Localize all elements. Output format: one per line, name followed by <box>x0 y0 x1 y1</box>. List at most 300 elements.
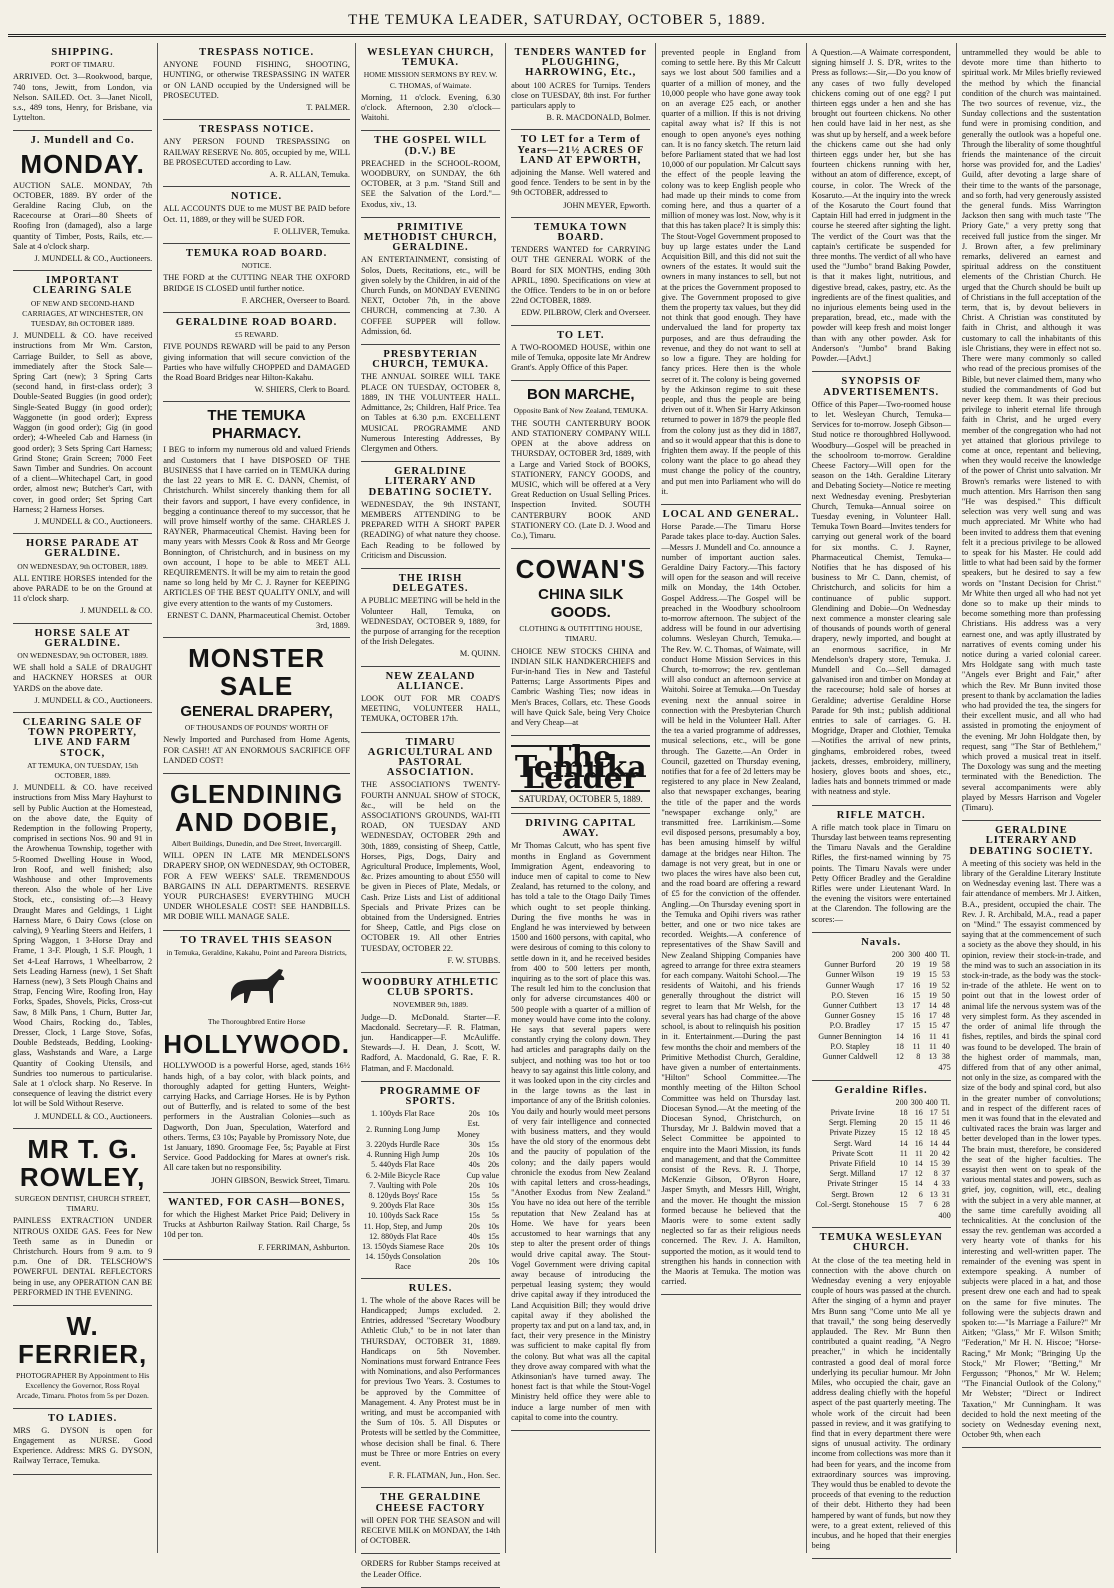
programme-cell: 20s <box>468 1150 480 1160</box>
programme-table <box>361 1109 500 1272</box>
article-block <box>361 569 500 667</box>
issue-dateline: SATURDAY, OCTOBER 5, 1889. <box>511 794 650 808</box>
score-cell: 17 <box>912 1001 921 1011</box>
score-cell: P.O. Bradley <box>829 1021 871 1031</box>
score-row <box>812 1149 951 1159</box>
columns <box>8 43 1106 1579</box>
article-body: ANY PERSON FOUND TRESPASSING on RAILWAY RESERVE No. 805, occupied by me, WILL BE PROSECUTED according to Law. <box>163 137 350 167</box>
score-cell: 6 <box>933 1199 938 1209</box>
article-heading: TENDERS WANTED for PLOUGHING, HARROWING, Etc., <box>514 47 647 79</box>
score-cell: 18 <box>895 1041 904 1051</box>
programme-cell: 10. 100yds Sack Race <box>367 1211 439 1221</box>
score-cell: 11 <box>929 1041 937 1051</box>
score-row <box>812 1128 951 1138</box>
programme-cell: 10s <box>488 1109 500 1119</box>
score-cell: Gunner Wilson <box>825 970 875 980</box>
score-cell: 19 <box>912 960 921 970</box>
illustration-caption: The Thoroughbred Entire Horse <box>207 1017 306 1027</box>
column-7 <box>957 43 1106 1553</box>
score-row <box>812 1169 951 1179</box>
article-subheading: ON WEDNESDAY, 9th OCTOBER, 1889. <box>17 561 148 571</box>
article-heading: Navals. <box>861 936 902 948</box>
newspaper-page <box>8 8 1106 1579</box>
article-subheading: CLOTHING & OUTFITTING HOUSE, TIMARU. <box>519 624 643 644</box>
article-block <box>812 806 951 933</box>
article-heading: WANTED, FOR CASH—BONES, <box>168 1196 346 1208</box>
article-body: THE SOUTH CANTERBURY BOOK AND STATIONERY COMPANY WILL OPEN at the above address on THURSDAY, OCTOBER 3rd, 1889, with a Large and Varied Stock of BOOKS, STATIONERY, FANCY GOODS, and MUSIC, which will be offered at a Very Great Reduction on Usual Selling Prices. Inspection Invited. SOUTH CANTERBURY BOOK AND STATIONERY CO. (Late D. J. Wood and Co.), Timaru. <box>511 418 651 540</box>
score-cell: 15 <box>899 1199 908 1209</box>
article-signature: A. R. ALLAN, Temuka. <box>269 170 350 180</box>
score-cell: 41 <box>941 1031 950 1041</box>
programme-row <box>361 1252 500 1272</box>
score-cell: 17 <box>899 1169 908 1179</box>
score-cell: 17 <box>928 1011 937 1021</box>
sub-display-heading: GENERAL DRAPERY, <box>180 703 333 721</box>
programme-cell: 20s <box>468 1109 480 1119</box>
score-cell: 16 <box>895 990 904 1000</box>
score-cell: 12 <box>914 1169 923 1179</box>
article-body: Judge—D. McDonald. Starter—F. Macdonald. Secretary—F. R. Flatman, jun. Handicapper—F. McAuliffe. Stewards—J. H. Dean, J. Scott, W. Radford, A. Macdonald, G. Rae, F. R. Flatman, and F. Macdonald. <box>360 1012 501 1073</box>
programme-row <box>361 1222 500 1232</box>
score-cell: 19 <box>895 970 904 980</box>
sub-display-heading: CHINA SILK GOODS. <box>538 586 624 622</box>
score-row <box>812 1021 951 1031</box>
programme-row <box>361 1232 500 1242</box>
score-row <box>812 1179 951 1189</box>
score-cell: 15 <box>899 1128 908 1138</box>
article-block <box>163 638 350 774</box>
article-block <box>962 821 1101 1448</box>
score-cell: Gunner Cuthbert <box>822 1001 877 1011</box>
article-subheading: in Temuka, Geraldine, Kakahu, Point and Pareora Districts, <box>166 947 347 957</box>
score-cell: 13 <box>928 1052 937 1062</box>
article-body: prevented people in England from coming to settle here. By this Mr Calcutt says we lost about 500 families and a quarter of a million of money, and the 10,000 people who have gone away took on an average £25 each, or another quarter of a million. If this is not driving capital away what is? If this is not enough to open anyone's eyes nothing can. It is no fancy sketch. The return laid before Parliament stated that we had lost 10,000 of our population. Mr Calcutt says the effect of the people leaving the colony was to keep English people who had made up their minds to come from coming here, and thus a quarter of a million of money was lost. Now, why is it that this has taken place? It is simply this: The Stout-Vogel Government proposed to buy up large estates under the Land Acquisition Bill, and this did not suit the owners of the estates. It would suit the owners in many instances to sell, but not at the prices the Government proposed to give. The Government proposed to give them the property tax values, but they did not think that good enough. They have undervalued the land for property tax purposes, and are thus defrauding the revenue, and they do not want to sell at so low a figure. They are holding for fancy prices. Here then is the whole secret of it. The colony is being governed by the Atkinson regime to suit these people, and thus the people are being driven out of it. When Sir Harry Atkinson returned to power in 1879 the people fled from the colony just as they did in 1887, and so it would appear that this is done to frighten them away. If the people of this colony want the place to go ahead they must change the policy of the country, and put men into Parliament who will do it. <box>661 48 801 496</box>
article-block <box>511 218 650 326</box>
programme-cell: 15s <box>488 1231 500 1241</box>
horse-illustration-icon <box>217 963 297 1009</box>
score-cell: P.O. Steven <box>831 990 869 1000</box>
column-5 <box>656 43 806 1553</box>
score-cell: 16 <box>914 1138 923 1148</box>
article-signature: T. PALMER. <box>306 103 350 113</box>
article-body: A rifle match took place in Timaru on Thursday last between teams representing the Timaru Navals and the Geraldine Rifles, the first-named winning by 75 points. The Timaru Navals were under Petty Officer Bradley and the Geraldine Rifles were under Lieutenant Ward. In the evening the visitors were entertained at the Clarendon. The following are the scores:— <box>811 822 951 924</box>
article-body: Mr Thomas Calcutt, who has spent five months in England as Government Immigration Agent, endeavoring to induce men of capital to come to New Zealand, has returned to the colony, and has told a tale to the Otago Daily Times which ought to set people thinking. During the five months he was in England he was interviewed by between 1500 and 1600 persons, with capital, who were desirous of coming to this colony to settle down in it, and he received besides from 400 to 500 letters per month, inquiring as to the sort of place this was. The result led him to the conclusion that only for adverse circumstances 400 or 500 people with a quarter of a million of money would have come into the colony. He says that several papers were constantly crying the colony down. They had articles and paragraphs daily on the subject, and nothing was too hot or too heavy to say against this little colony, and it was looked upon in the city circles and in the large towns as the last in importance of any of the British colonies. You daily and hourly would meet persons of very fair intelligence and connected with business matters, and they would have the old story of the enormous debt and the paucity of population of the colony; and the daily papers would chronicle the exodus from New Zealand with capital letters and cross-headings, "Another Exodus from New Zealand." You have no idea out here of the terrible reputation that New Zealand has at Home. We have for years been accustomed to hear warnings that any step to alter the present order of things would drive capital away. The Stout-Vogel Government were driving capital away because of introducing the perpetual leasing system; they would drive capital away if they introduced the Land Acquisition Bill; they would drive capital away if they abolished the property tax and put on a land tax, and, in fact, their very presence in the Ministry was sufficient to make capital fly from the colony. But what was all the capital they drove away compared with what the Atkinsonian's have turned away. The honest fact is that while the Stout-Vogel Ministry held office they were able to induce a large number of men with capital to come into the country. <box>511 841 651 1422</box>
score-cell: 15 <box>928 970 937 980</box>
article-block <box>163 931 350 1193</box>
article-heading: THE GERALDINE CHEESE FACTORY <box>375 1492 486 1514</box>
score-cell: 17 <box>895 1021 904 1031</box>
score-cell: 31 <box>941 1189 950 1199</box>
article-signature: ERNEST C. DANN, Pharmaceutical Chemist. October 3rd, 1889. <box>167 610 350 630</box>
programme-cell: 15s <box>468 1211 480 1221</box>
programme-cell: Est. Money <box>457 1119 480 1139</box>
article-body: Horse Parade.—The Timaru Horse Parade takes place to-day. Auction Sales.—Messrs J. Mundell and Co. announce a number of important auction sales. Geraldine Dairy Factory.—This factory will open for the season and will receive milk on Monday, the 14th October. Gospel Address.—The Gospel will be preached in the Woodbury schoolroom to-morrow afternoon. The subject of the address will be found in our advertising columns. Wesleyan Church, Temuka.—The Rev. W. C. Thomas, of Waimate, will conduct Home Mission Services in this Church, to-morrow; the rev. gentleman will also conduct an afternoon service at Waitohi. Soiree at Temuka.—On Tuesday evening next the annual soiree in connection with the Presbyterian Church will be held in the Volunteer Hall. After the tea a varied programme of addresses, musical selections, etc., will be gone through. The Gazette.—An Order in Council, gazetted on Thursday evening, notifies that for a fee of 2d letters may be registered to any place in New Zealand, also that newspaper exchanges, bearing the title of the paper and the words "newspaper exchange only," are transmitted free. Larrikinism.—Some evil disposed persons, presumably a boy, has been amusing himself by wilful damage at the bridges near Hilton. The damage is not very great, but in one or two places the wires have also been cut, and the road board are offering a reward of £5 for the conviction of the offender. Angling.—On Thursday evening sport in the Temuka and Opihi rivers was rather better, and one or two nice takes are recorded. Weights.—A conference of representatives of the Shaw Savill and New Zealand Shipping Companies have agreed to arrange for three extra steamers for each company. Waitohi School.—The residents of Waitohi, and his friends generally throughout the district will regret to learn that Mr Welsh, for the several years has had charge of the above school, is about to relinquish his position in it. Entertainment.—During the past few months the choir and members of the Primitive Methodist Church, Geraldine, have given a number of entertainments. "Hilton" School Committee.—The monthly meeting of the Hilton School Committee was held on Thursday last. Diocesan Synod.—At the meeting of the Diocesan Synod, Christchurch, on Thursday, Mr J. Baldwin moved that a Select Committee be appointed to enquire into the Maori Mission, its funds and management, and that the Committee consist of the Revs. R. J. Thorpe, McKenzie Gibson, O'Byron Hoare, Jasper Smyth, and Messrs Hill, Wright, and the mover. He thought the mission formed because he believed that the Maoris were to some extent sadly neglected so far as their religious needs concerned. The Rev. J. A. Hamilton, supported the motion, as it would tend to strengthen his hands in connection with the Maoris at Temuka. The motion was carried. <box>661 522 801 1287</box>
score-cell: Sergt. Ward <box>833 1138 872 1148</box>
programme-cell: 9. 200yds Flat Race <box>371 1201 435 1211</box>
score-cell: 8 <box>933 1169 938 1179</box>
programme-cell: Cup <box>466 1170 480 1180</box>
article-block <box>962 43 1101 821</box>
display-heading: GLENDINING AND DOBIE, <box>169 778 344 837</box>
article-block <box>163 120 350 187</box>
score-header-cell: 300 <box>910 1097 923 1107</box>
score-cell: 15 <box>895 1011 904 1021</box>
article-body: ARRIVED. Oct. 3—Rookwood, barque, 740 tons, Jewitt, from London, via Nelson. SAILED. Oct. 3—Janet Nicoll, s.s., 489 tons, Henry, for Brisbane, via Lyttelton. <box>13 72 153 123</box>
article-body: ORDERS for Rubber Stamps received at the Leader Office. <box>360 1559 501 1579</box>
article-block <box>361 218 500 345</box>
article-body: A Question.—A Waimate correspondent, signing himself J. S. D'R, writes to the Press as follows:—Sir,—Do you know of any cases of two fully developed chickens coming out of one egg? I put thirteen eggs under a hen and she has brought out fourteen chickens. No other hen could have laid in her nest, as she was shut up by herself, and a week before the chickens came out she had only thirteen eggs under her, but she has fourteen chickens running with her, without an atom of difference, except, of course, in color. The Wreck of the Kosaruto.—At the inquiry into the wreck of the Kosaruto the Court found that Captain Hill had erred in judgment in the course he steered after sighting the light. The verdict of the Court was that the captain's certificate be suspended for three months. The verdict of all who have used the "Jumbo" brand Baking Powder, is that it makes light, nutritious, and digestive bread, cakes, pastry, etc. As the ingredients are of the finest qualities, and no injurious elements being used in the preparation, bread, etc., made with the powder will keep fresh and moist longer than with any other powder. Ask for Anderson's "Jumbo" brand Baking Powder.—[Advt.] <box>811 48 951 364</box>
score-cell: Private Pizzey <box>829 1128 876 1138</box>
article-body: Office of this Paper—Two-roomed house to let. Wesleyan Church, Temuka—Services for to-morrow. Joseph Gibson—Stud notice re thoroughbred Hollywood. Woodbury—Gospel will be preached in the schoolroom to-morrow. Geraldine Cheese Factory—Will open for the season on the 14th. Geraldine Literary and Debating Society—Notice re meeting next Wednesday evening. Presbyterian Church, Temuka—Annual soiree on Tuesday evening, in Volunteer Hall. Temuka Town Board—Invites tenders for carrying out general work of the board for six months. C. J. Rayner, Pharmaceutical Chemist, Temuka—Notifies that he has disposed of his business to Mr C. Dann, chemist, of Christchurch, and solicits for him a continuance of public support. Glendining and Dobie—On Wednesday next commence a monster clearing sale of thousands of pounds worth of general drapery, newly imported, and bought at an enormous sacrifice, in Mr Mendelson's drapery store, Temuka. J. Mundell and Co.—Sell damaged galvanised iron and timber on Monday at the racecourse; hold sale of horses at Geraldine; advertise Geraldine Horse Parade for 9th inst.; publish additional entries to sale of carriages. G. H. Mogridge, Draper and Clothier, Temuka—Notifies the arrival of new prints, ginghams, embroidered robes, tweed jackets, dresses, embroidery, millinery, hosiery, gloves boots and shoes, etc., ladies hats and bonnets trimmed or made with neatness and style. <box>811 399 951 797</box>
score-row <box>812 1118 951 1128</box>
score-cell: 10 <box>899 1158 908 1168</box>
article-block <box>163 244 350 313</box>
score-header-cell: 200 <box>895 1097 908 1107</box>
article-block <box>163 187 350 244</box>
score-row <box>812 981 951 991</box>
article-block <box>13 271 152 534</box>
article-body: MRS G. DYSON is open for Engagement as NURSE. Good Experience. Address: MRS G. DYSON, Railway Terrace, Temuka. <box>13 1425 153 1466</box>
article-signature: J. MUNDELL & CO. <box>80 606 153 616</box>
article-heading: TRESPASS NOTICE. <box>199 47 315 58</box>
article-block <box>511 736 650 814</box>
article-signature: F. R. FLATMAN, Jun., Hon. Sec. <box>388 1471 501 1481</box>
score-cell: 11 <box>912 1041 921 1051</box>
programme-row <box>361 1211 500 1221</box>
sub-display-heading: THE TEMUKA PHARMACY. <box>207 407 306 443</box>
score-cell: Private Fifield <box>829 1158 876 1168</box>
article-heading: TEMUKA WESLEYAN CHURCH. <box>819 1232 943 1254</box>
score-row <box>812 1190 951 1200</box>
article-body: CHOICE NEW STOCKS CHINA and INDIAN SILK HANDKERCHIEFS and Fur-in-hand Ties in New and Tasteful Patterns; Large Assortments Pipes and Cambric Washing Ties; now ideas in Men's Braces, Collars, etc. These Goods will have Quick Sale, being Very Choice and Very Cheap—at <box>511 646 651 727</box>
article-heading: PRESBYTERIAN CHURCH, TEMUKA. <box>372 349 489 371</box>
article-heading: TIMARU AGRICULTURAL AND PASTORAL ASSOCIATION. <box>367 736 494 779</box>
score-cell: 14 <box>914 1179 923 1189</box>
score-cell: 40 <box>941 1041 950 1051</box>
score-cell: 42 <box>941 1148 950 1158</box>
score-cell: 20 <box>895 960 904 970</box>
article-body: A PUBLIC MEETING will be held in the Volunteer Hall, Temuka, on WEDNESDAY, OCTOBER 9, 1889, for the purpose of arranging for the reception of the Irish Delegates. <box>360 596 501 647</box>
score-cell: 12 <box>899 1189 908 1199</box>
programme-row <box>361 1160 500 1170</box>
article-block <box>511 326 650 382</box>
score-cell: 14 <box>895 1031 904 1041</box>
article-heading: J. Mundell and Co. <box>30 135 135 147</box>
score-cell: 15 <box>914 1118 923 1128</box>
score-header-cell: 400 <box>924 950 937 960</box>
article-heading: TO TRAVEL THIS SEASON <box>180 934 333 946</box>
programme-cell: value <box>481 1170 500 1180</box>
score-total: 475 <box>938 1063 951 1073</box>
score-cell: 7 <box>918 1199 923 1209</box>
column-6 <box>807 43 957 1553</box>
article-body: I BEG to inform my numerous old and valued Friends and Customers that I have DISPOSED OF THE BUSINESS that I have carried on in TEMUKA during the last 22 years to MR E. C. DANN, Chemist, of Christchurch. Whilst sincerely thanking them for all their favors and support, I have every confidence, in begging a continuance thereof to my successor, that he will prove himself worthy of the same. CHARLES J. RAYNER, Pharmaceutical Chemist. Having been for many years with Messrs Cook & Ross and Mr George Bonnington, of Christchurch, and in business on my own account, I hope to be able to MEET ALL REQUIREMENTS. It will be my aim to retain the good name so long held by Mr C. J. Rayner for KEEPING ARTICLES OF THE BEST QUALITY ONLY, and will give every attention to the wants of my Customers. <box>163 445 350 608</box>
score-cell: 19 <box>912 970 921 980</box>
display-heading: COWAN'S <box>515 554 646 585</box>
article-block <box>361 973 500 1082</box>
score-total: 400 <box>938 1210 951 1220</box>
article-block <box>361 733 500 973</box>
score-cell: 13 <box>929 1189 938 1199</box>
article-block <box>661 505 800 1295</box>
article-signature: B. R. MACDONALD, Bolmer. <box>546 113 651 123</box>
score-cell: 11 <box>914 1148 923 1158</box>
article-block <box>812 1228 951 1559</box>
article-block <box>13 624 152 713</box>
article-subheading: PHOTOGRAPHER By Appointment to His Excellency the Governor, Ross Royal Arcade, Timaru. Photos from 5s per Dozen. <box>16 1370 150 1401</box>
article-body: THE ASSOCIATION'S TWENTY-FOURTH ANNUAL SHOW of STOCK, &c., will be held on the ASSOCIATION'S GROUNDS, WAI-ITI ROAD, ON TUESDAY AND WEDNESDAY, OCTOBER 29th and 30th, 1889, consisting of Sheep, Cattle, Horses, Pigs, Dogs, Dairy and Agricultural Produce, Implements, Wool, &c. Prizes amounting to about £550 will be given in Pieces of Plate, Medals, or Cash. Prize Lists and List of additional Specials and Private Prizes can be obtained from the Undersigned. Entries for Sheep, Cattle, and Pigs close on OCTOBER 19. All other Entries TUESDAY, OCTOBER 22. <box>360 780 501 953</box>
programme-row <box>361 1201 500 1211</box>
article-body: ALL ACCOUNTS DUE to me MUST BE PAID before Oct. 11, 1889, or they will be SUED FOR. <box>163 204 350 224</box>
article-signature: M. QUINN. <box>459 649 501 659</box>
article-body: At the close of the tea meeting held in connection with the above church on Wednesday evening a very enjoyable couple of hours was passed at the church. After the singing of a hymn and prayer Mrs Bunn sang "Come unto Me all ye that travail," the song being deservedly applauded. The Rev. Mr Bunn then contributed a quaint reading, "A Negro preacher," in which he incidentally contrasted a good deal of moral force underlying its peculiar humour. Mr John Miles, who occupied the chair, gave an address dealing chiefly with the hopeful aspect of the past quarterly meeting. The whole work of the circuit had been passed in review, and it was gratifying to find that in every department there were signs of unusual activity. The ordinary income from collections was more than it had been for years, and the income from extraordinary sources was improving. They would thus be enabled to devote the proceeds of that evening to the reduction of their debt. Hitherto they had been hampered by want of funds, but now they were, to a great extent, relieved of this incubus, and he hoped that their energies being <box>811 1255 951 1551</box>
programme-cell: 11. Hop, Step, and Jump <box>363 1221 443 1231</box>
score-cell: 19 <box>928 990 937 1000</box>
programme-cell: 2. Running Long Jump <box>366 1124 440 1134</box>
score-cell: 19 <box>928 980 937 990</box>
article-body: Morning, 11 o'clock. Evening, 6.30 o'clock. Afternoon, 2.30 o'clock—Waitohi. <box>360 92 501 123</box>
score-cell: 11 <box>929 1031 937 1041</box>
score-row <box>812 1108 951 1118</box>
article-heading: THE GOSPEL WILL (D.V.) BE <box>374 135 487 157</box>
article-heading: TEMUKA TOWN BOARD. <box>534 221 628 244</box>
score-cell: 33 <box>941 1179 950 1189</box>
score-cell: 15 <box>899 1179 908 1189</box>
score-cell: Sergt. Fleming <box>828 1118 877 1128</box>
score-row <box>812 1159 951 1169</box>
score-cell: 13 <box>895 1001 904 1011</box>
article-subheading: ON WEDNESDAY, 9th OCTOBER, 1889. <box>17 650 148 660</box>
article-subheading: NOTICE. <box>241 261 272 271</box>
programme-row <box>361 1119 500 1139</box>
score-cell: 53 <box>941 970 950 980</box>
article-body: WE shall hold a SALE of DRAUGHT and HACKNEY HORSES at OUR YARDS on the above date. <box>13 663 153 693</box>
article-block <box>163 1193 350 1260</box>
display-heading: W. FERRIER, <box>17 1310 148 1369</box>
score-cell: Sergt. Milland <box>829 1169 876 1179</box>
score-cell: 11 <box>899 1148 908 1158</box>
score-cell: 12 <box>914 1128 923 1138</box>
score-cell: 16 <box>912 980 921 990</box>
score-cell: 39 <box>941 1158 950 1168</box>
score-row <box>812 960 951 970</box>
display-heading: MONSTER SALE <box>188 643 326 702</box>
article-block <box>361 462 500 569</box>
article-subheading: Albert Buildings, Dunedin, and Dee Street, Invercargill. <box>171 838 342 848</box>
article-body: ANYONE FOUND FISHING, SHOOTING, HUNTING, or otherwise TRESPASSING IN WATER or ON LAND occupied by the Undersigned will be PROSECUTED. <box>163 60 350 100</box>
score-cell: 17 <box>895 980 904 990</box>
article-body: FIVE POUNDS REWARD will be paid to any Person giving information that will secure conviction of the Parties who have wilfully CHOPPED and DAMAGED the Road Board Bridges near Hilton-Kakahu. <box>163 342 350 383</box>
programme-cell: 15s <box>468 1190 480 1200</box>
programme-cell: 20s <box>468 1257 480 1267</box>
article-body: Newly Imported and Purchased from Home Agents, FOR CASH!! AT AN ENORMOUS SACRIFICE OFF LANDED COST! <box>163 735 350 765</box>
score-cell: 50 <box>941 990 950 1000</box>
article-subheading: AT TEMUKA, ON TUESDAY, 15th OCTOBER, 1889. <box>27 760 139 780</box>
article-signature: JOHN GIBSON, Beswick Street, Timaru. <box>211 1175 350 1185</box>
programme-row <box>361 1140 500 1150</box>
page-masthead: THE TEMUKA LEADER, SATURDAY, OCTOBER 5, 1889. <box>8 8 1106 37</box>
article-body: THE ANNUAL SOIREE WILL TAKE PLACE ON TUESDAY, OCTOBER 8, 1889, IN THE VOLUNTEER HALL. Admittance, 2s; Children, Half Price. Tea on Tables at 6.30 p.m. EXCELLENT MUSICAL PROGRAMME AND Numerous Interesting Addresses, By Clergymen and Others. <box>360 372 501 453</box>
article-heading: TEMUKA ROAD BOARD. <box>185 248 328 260</box>
article-block <box>361 1279 500 1489</box>
score-cell: Gunner Caldwell <box>822 1052 878 1062</box>
article-heading: DRIVING CAPITAL AWAY. <box>525 817 637 840</box>
score-cell: 20 <box>899 1118 908 1128</box>
programme-cell: 20s <box>468 1221 480 1231</box>
programme-cell: 30s <box>468 1139 480 1149</box>
article-body: THE FORD at the CUTTING NEAR THE OXFORD BRIDGE IS CLOSED until further notice. <box>163 273 350 293</box>
article-block <box>13 713 152 1129</box>
article-signature: J. MUNDELL & CO., Auctioneers. <box>34 254 153 264</box>
score-row <box>812 1200 951 1210</box>
programme-cell: 14. 150yds Consolation Race <box>365 1252 441 1272</box>
article-block <box>13 534 152 623</box>
score-cell: 14 <box>914 1158 923 1168</box>
score-cell: Col.-Sergt. Stonehouse <box>815 1199 890 1209</box>
article-heading: HORSE PARADE AT GERALDINE. <box>26 538 140 560</box>
score-cell: 17 <box>929 1107 938 1117</box>
score-cell: 14 <box>928 1001 937 1011</box>
score-cell: 14 <box>929 1138 938 1148</box>
article-heading: NEW ZEALAND ALLIANCE. <box>385 670 476 692</box>
score-cell: 48 <box>941 1011 950 1021</box>
article-heading: TRESPASS NOTICE. <box>199 124 315 136</box>
article-heading: SHIPPING. <box>51 47 114 58</box>
article-heading: RULES. <box>408 1282 453 1294</box>
article-body: adjoining the Manse. Well watered and good fence. Tenders to be sent in by the 9th OCTOBER, addressed to <box>511 168 651 198</box>
score-cell: Private Irvine <box>830 1107 875 1117</box>
article-body: TENDERS WANTED for CARRYING OUT THE GENERAL WORK of the Board for SIX MONTHS, ending 30th APRIL, 1890. Specifications on view at the Office. Tenders to be in on or before 22nd OCTOBER, 1889. <box>511 245 651 306</box>
score-cell: 8 <box>916 1052 921 1062</box>
score-table <box>812 1098 951 1210</box>
article-block <box>511 814 650 1431</box>
programme-cell: 7. Vaulting with Pole <box>369 1180 437 1190</box>
article-body: J. MUNDELL & CO. have received instructions from Mr Wm. Carston, Carriage Builder, to Sell as above, immediately after the Stock Sale— Spring Cart (new); 3 Spring Carts (second hand, in first-class order); 3 Double-Seated Buggies (in good order); Single-Seated Buggy (in good order); Waggonette (in good order); Express Waggon (in good order); Gig (in good order); 4-Wheeled Cab and Harness (in good order); 3 Sets Spring Cart Harness; Grind Stone; Grain Screen; 7000 Feet Sawn Timber and Sundries. On account of a client—Whitechapel Cart, in good order, almost new; Butcher's Cart, with cover, in good order; Set Spring Cart Harness; 2 Harness Horses. <box>13 331 153 514</box>
article-heading: GERALDINE LITERARY AND DEBATING SOCIETY. <box>368 466 493 498</box>
article-signature: J. MUNDELL & CO., Auctioneers. <box>34 695 153 705</box>
article-body: about 100 ACRES for Turnips. Tenders close on TUESDAY, 8th inst. For further particulars apply to <box>511 80 651 111</box>
score-row <box>812 1032 951 1042</box>
article-block <box>13 1409 152 1475</box>
article-signature: W. SHIERS, Clerk to Board. <box>254 385 350 395</box>
programme-cell: 20s <box>468 1241 480 1251</box>
article-signature: J. MUNDELL & CO., Auctioneers. <box>34 1111 153 1121</box>
programme-cell: 5s <box>492 1190 500 1200</box>
article-block <box>511 130 650 217</box>
score-cell: 44 <box>941 1138 950 1148</box>
article-block <box>361 131 500 217</box>
programme-cell: 10s <box>488 1150 500 1160</box>
article-subheading: Opposite Bank of New Zealand, TEMUKA. <box>513 406 648 416</box>
column-1 <box>8 43 158 1553</box>
score-row <box>812 970 951 980</box>
article-heading: WOODBURY ATHLETIC CLUB SPORTS. <box>361 977 500 999</box>
score-cell: Gunner Burford <box>824 960 876 970</box>
sub-display-heading: BON MARCHE, <box>527 386 635 404</box>
article-block <box>163 313 350 402</box>
score-table <box>812 950 951 1062</box>
newspaper-nameplate: The Temuka Leader <box>511 745 650 792</box>
display-heading: MONDAY. <box>20 148 145 179</box>
article-body: ALL ENTIRE HORSES intended for the above PARADE to be on the Ground at 11 o'clock sharp. <box>13 573 153 604</box>
article-signature: EDW. PILBROW, Clerk and Overseer. <box>521 308 651 318</box>
article-block <box>511 381 650 549</box>
article-block <box>361 1554 500 1587</box>
score-row <box>812 1052 951 1062</box>
article-body: PREACHED in the SCHOOL-ROOM, WOODBURY, on SUNDAY, the 6th OCTOBER, at 3 p.m. "Stand Still and SEE the Salvation of the Lord."—Exodus, xiv., 13. <box>360 158 501 209</box>
programme-cell: 3. 220yds Hurdle Race <box>366 1139 440 1149</box>
programme-cell: 5s <box>492 1211 500 1221</box>
score-row <box>812 1042 951 1052</box>
score-cell: Sergt. Brown <box>831 1189 874 1199</box>
article-body: WILL OPEN IN LATE MR MENDELSON'S DRAPERY SHOP, ON WEDNESDAY, 9th OCTOBER, FOR A FEW WEEKS' SALE. TREMENDOUS BARGAINS IN ALL DEPARTMENTS. RESERVE YOUR PURCHASES! EVERYTHING MUCH UNDER WHOLESALE COST! SEE HANDBILLS. MR DOBIE WILL MANAGE SALE. <box>163 851 350 922</box>
display-heading: HOLLYWOOD. <box>163 1029 350 1060</box>
score-header-cell <box>812 1098 894 1108</box>
programme-cell: 20s <box>468 1180 480 1190</box>
article-body: WEDNESDAY, the 9th INSTANT, MEMBERS ATTENDING to be PREPARED WITH A SHORT PAPER (READING) of what nature they choose. Each Reading to be followed by Criticism and Discussion. <box>360 499 501 560</box>
article-heading: CLEARING SALE OF TOWN PROPERTY, LIVE AND FARM STOCK, <box>22 716 143 759</box>
article-signature: F. W. STUBBS. <box>447 955 501 965</box>
display-heading: MR T. G. ROWLEY, <box>19 1133 146 1192</box>
score-row <box>812 991 951 1001</box>
article-heading: NOTICE. <box>231 191 283 203</box>
article-heading: IMPORTANT CLEARING SALE <box>32 275 133 297</box>
score-cell: 58 <box>941 960 950 970</box>
score-cell: 15 <box>912 1021 921 1031</box>
score-cell: 6 <box>918 1189 923 1199</box>
article-block <box>13 1306 152 1409</box>
article-body: 1. The whole of the above Races will be Handicapped; Jumps excluded. 2. Entries, addressed "Secretary Woodbury Athletic Club," to be in not later than THURSDAY, OCTOBER 31, 1889. Handicaps on 5th November. Nominations must forward Entrance Fees with Nominations, and also Performances for previous Two Years. 3. Costumes to be approved by the Committee of Management. 4. Any Protest must be in writing, and must be accompanied with the Sum of 10s. 5. All Disputes or Protests will be settled by the Committee, whose decision shall be final. 6. There must be Three or more Entries on every event. <box>360 1295 501 1468</box>
score-row <box>812 1139 951 1149</box>
score-cell: 15 <box>912 990 921 1000</box>
score-cell: 4 <box>933 1179 938 1189</box>
programme-cell: 15s <box>488 1139 500 1149</box>
article-body: HOLLYWOOD is a powerful Horse, aged, stands 16½ hands high, of a bay color, with black points, and thoroughly adapted for getting Hunters, Weight-carrying Hacks, and Carriage Horses. He is by Python out of Butterfly, and is related to some of the best performers in the Australian Colonies—such as Dagworth, Don Juan, Speculation, Waterford and others. Terms, £3 10s; Payable by Promissory Note, due 1st January, 1890. Groomage Fee, 5s; Payable at First Service. Good Paddocking for Mares at owner's risk. All care taken but no responsibility. <box>163 1061 350 1173</box>
article-subheading: OF NEW AND SECOND-HAND CARRIAGES, AT WINCHESTER, ON TUESDAY, 8th OCTOBER 1889. <box>22 298 144 329</box>
article-block <box>812 1081 951 1229</box>
article-block <box>511 549 650 736</box>
score-cell: 18 <box>929 1128 938 1138</box>
article-subheading: HOME MISSION SERMONS BY REV. W. C. THOMAS, of Waimate. <box>363 70 498 90</box>
article-signature: JOHN MEYER, Epworth. <box>563 200 651 210</box>
article-body: untrammelled they would be able to devote more time than hitherto to spiritual work. Mr Miles briefly reviewed the method by which the financial condition of the church was maintained. The two sources of revenue, viz., the Sunday collections and the sustentation fund were in promising condition, and generally the outlook was a hopeful one. Through the liberality of some thoughtful friends the maintenance of the circuit horse was provided for, and the Ladies' Guild, after devoting a large share of their time to the wants of the parsonage, and so forth, had very generously assisted the general funds. Miss Warrington Jackson then sang with much taste "The Priory Gate," a very pretty song that received full justice from the singer. Mr J. Brown after, a few preliminary remarks, delivered an earnest and spiritual address on the constituent elements of the Christian Church. He urged that the Church should be built up of Christians in the full acceptation of the term, that is, by devout believers in Christ. A Christian was constituted by faith in Christ, and although it was customary to call the inhabitants of this isle Christians, they were in effect not so. There were many commonly so called who read of the precious promises of the Bible, but never claimed them, many who studied the commandments of God but never keep them. It was their precious privilege to inherit eternal life through faith in Christ, and he urged every member of the congregation who had not yet attained that glorious privilege to come at once, repentant and believing, when they would receive the knowledge of the power of Christ unto salvation. Mr Brown's remarks were listened to with much attention. Mrs Harrison then sang "He was despised." This difficult selection was very well sung and was much appreciated. Mr White who had been invited to address them that evening felt it a precious privilege to be allowed to speak for his Master. He could add little to what had been said by the former speakers, but he desired to say a few words on "Instant Decision for Christ." Mr White then urged all who had not yet done so to make up their minds to become something more than professing Christians. His address was a very earnest one, and was aptly illustrated by narratives of events coming under his notice during a varied colonial career. Mrs Holdgate sang with much taste "Angels ever Bright and Fair," after which the Rev. Mr Bunn invited those present to thank by acclamation the ladies who had provided the tea, the singers for their excellent music, and all who had assisted in promoting the enjoyment of the evening. Mr John Holdgate then, by request, sang "The Star of Bethlehem," which proved a musical treat in itself. The Doxology was sung and the meeting terminated with the Benediction. The several accompaniments were ably played by Messrs Harrison and Vogeler (Timaru). <box>961 48 1102 813</box>
article-heading: RIFLE MATCH. <box>836 809 926 821</box>
score-header-cell: 300 <box>908 950 921 960</box>
article-heading: Geraldine Rifles. <box>834 1084 928 1096</box>
programme-cell: 4. Running High Jump <box>366 1150 440 1160</box>
article-block <box>812 372 951 805</box>
score-cell: 14 <box>899 1138 908 1148</box>
article-body: A TWO-ROOMED HOUSE, within one mile of Temuka, opposite late Mr Andrew Grant's. Apply Office of this Paper. <box>511 342 651 373</box>
score-cell: 37 <box>941 1169 950 1179</box>
score-cell: 18 <box>899 1107 908 1117</box>
score-cell: 48 <box>941 1001 950 1011</box>
score-cell: 45 <box>941 1128 950 1138</box>
article-block <box>163 774 350 931</box>
score-cell: Private Stringer <box>827 1179 878 1189</box>
article-heading: TO LET. <box>557 329 605 341</box>
article-subheading: OF THOUSANDS OF POUNDS' WORTH OF <box>184 723 329 733</box>
article-block <box>812 43 951 372</box>
score-header-cell <box>812 950 889 960</box>
article-heading: THE IRISH DELEGATES. <box>392 572 469 595</box>
article-block <box>163 43 350 120</box>
article-signature: F. FERRIMAN, Ashburton. <box>258 1242 350 1252</box>
article-body: will OPEN FOR THE SEASON and will RECEIVE MILK on MONDAY, the 14th of OCTOBER. <box>360 1515 501 1546</box>
article-block <box>163 402 350 638</box>
article-body: A meeting of this society was held in the library of the Geraldine Literary Institute on Wednesday evening last. There was a fair attendance of members. Mr J. Aitken, B.A., president, occupied the chair. The Rev. J. R. Archibald, M.A., read a paper on "Mind." The essayist commenced by saying that at the commencement of such a society as the above they should, in his opinion, review their stock-in-trade, and the mind was to such an association in its stock-in-trade, as the body was the stock-in-trade of the athlete. He went on to point out that in the lowest order of animal life the nervous system was of the very simplest form. As they ascended in the order of animal life through the fishes, reptiles, and birds the spinal cord was found to be developed. The brain of the highest order of mammals, man, differed from that of any other animal, not only in the size, as compared with the size of the body and spinal cord, but also in the greater number of convolutions; and in respect of the different races of men it was found that in the elevated and cultivated races the brain was larger and better developed than in the lower types. The brain must, therefore, be considered the seat of the higher faculties. The essayist then went on to speak of the various mental states and powers, such as grief, joy, cognition, will, etc., dealing with the subject in a very able manner, at the same time carefully avoiding all technicalities. At the conclusion of the essay the rev. gentleman was accorded a very hearty vote of thanks for his interesting and well-written paper. The remainder of the evening was spent in extempore speaking. A number of subjects were placed in a hat, and those present drew one each and had to speak on the same for five minutes. The following were the subjects drawn and spoken to:—"Is Marriage a Failure?" Mr Aitken; "Glass," Mr F. Wilson Smith; "Federation," Mr H. N. Hiscoe; "Horse-Racing," Mr Monk; "Bringing Up the Stock," Mr Flower; "Betting," Mr Fergusson; "Phonos," Mr W. Helem; "The Financial Outlook of the Colony," Mr Webster; "Direct or Indirect Taxation," Mr Cunningham. It was decided to hold the next meeting of the society on Wednesday evening next, October 9th, when each <box>961 858 1102 1440</box>
score-cell: 11 <box>930 1118 938 1128</box>
